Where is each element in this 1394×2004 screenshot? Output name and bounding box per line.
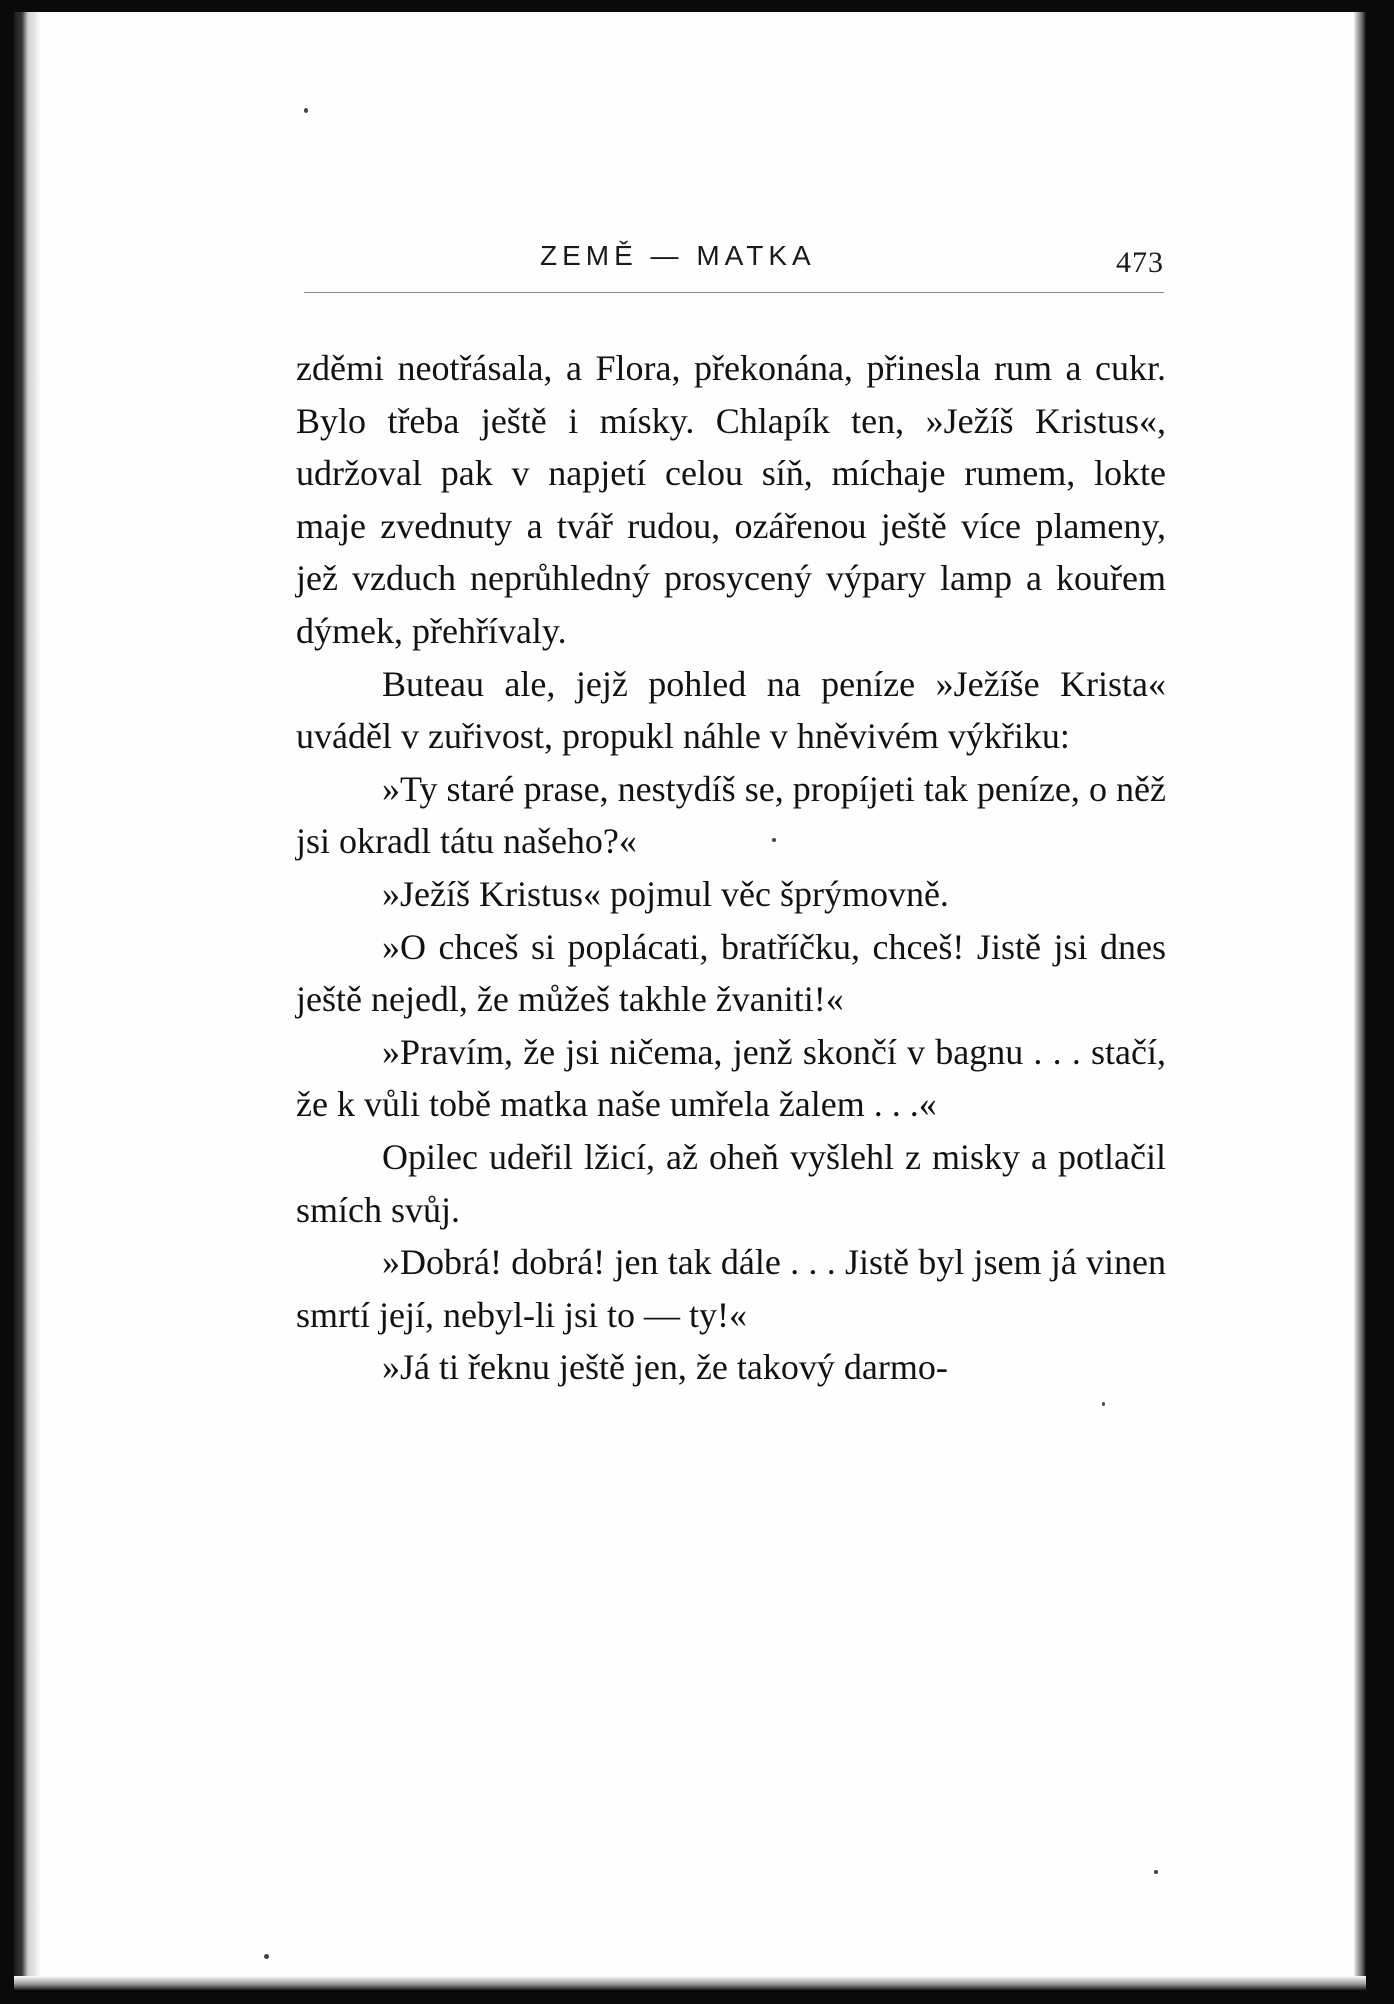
page-number: 473	[1116, 246, 1164, 279]
paragraph: »Já ti řeknu ještě jen, že takový darmo-	[382, 1347, 948, 1388]
scan-speck	[264, 1954, 269, 1959]
scan-speck	[304, 108, 308, 113]
scan-speck	[772, 838, 776, 842]
paragraph: »Ježíš Kristus« pojmul věc šprýmovně.	[382, 873, 949, 914]
scan-speck	[1154, 1870, 1158, 1874]
page-bottom-edge	[14, 1976, 1366, 1990]
page-right-edge	[1354, 12, 1366, 1990]
body-text	[296, 342, 1166, 1394]
book-page	[14, 12, 1366, 1990]
binding-edge	[14, 12, 40, 1990]
paragraph: »O chceš si poplácati, bratříčku, chceš! Jistě jsi dnes ještě nejedl, že můžeš takhle žvaniti!«	[296, 926, 1166, 1020]
paragraph: zděmi neotřásala, a Flora, překonána, přinesla rum a cukr. Bylo třeba ještě i mísky. Chlapík ten, »Ježíš Kristus«, udržoval pak v napjetí celou síň, míchaje rumem, lokte maje zvednuty a tvář rudou, ozářenou ještě více plameny, jež vzduch neprůhledný prosycený výpary lamp a kouřem dýmek, přehřívaly.	[296, 348, 1166, 651]
paragraph: Buteau ale, jejž pohled na peníze »Ježíše Krista« uváděl v zuřivost, propukl náhle v hněvivém výkřiku:	[296, 663, 1166, 757]
paragraph: »Pravím, že jsi ničema, jenž skončí v bagnu . . . stačí, že k vůli tobě matka naše umřela žalem . . .«	[296, 1031, 1166, 1125]
scan-speck	[1102, 1402, 1105, 1406]
paragraph: Opilec udeřil lžicí, až oheň vyšlehl z misky a potlačil smích svůj.	[296, 1136, 1166, 1230]
running-head	[294, 240, 1174, 280]
paragraph: »Ty staré prase, nestydíš se, propíjeti tak peníze, o něž jsi okradl tátu našeho?«	[296, 768, 1166, 862]
running-title: ZEMĚ — MATKA	[540, 240, 816, 271]
paragraph: »Dobrá! dobrá! jen tak dále . . . Jistě byl jsem já vinen smrtí její, nebyl-li jsi to — ty!«	[296, 1242, 1166, 1335]
header-rule	[304, 292, 1164, 293]
